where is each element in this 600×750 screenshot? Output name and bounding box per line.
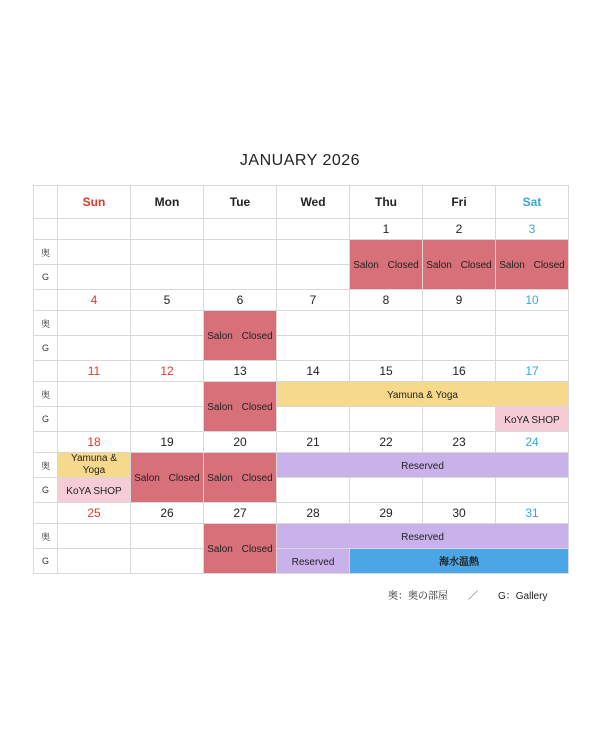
- event-reserved: Reserved: [277, 524, 569, 549]
- week-5-dates: [34, 503, 569, 524]
- date-cell: 5: [131, 290, 204, 311]
- date-cell: 1: [350, 219, 423, 240]
- week-1-oku-row: [34, 240, 569, 265]
- week-2-oku-row: [34, 311, 569, 336]
- week-5-oku-row: [34, 524, 569, 549]
- date-cell: 11: [58, 361, 131, 382]
- date-cell: 29: [350, 503, 423, 524]
- weekday-header-row: [34, 186, 569, 219]
- weekday-thu: Thu: [350, 186, 423, 219]
- date-cell: 10: [496, 290, 569, 311]
- week-3-oku-row: [34, 382, 569, 407]
- date-cell: 7: [277, 290, 350, 311]
- row-label-gallery: G: [34, 478, 58, 503]
- event-yamuna-yoga: Yamuna & Yoga: [58, 453, 131, 478]
- event-kaisui-onnetsu: 海水温熱: [350, 549, 569, 574]
- event-salon-closed: Salon Closed: [204, 382, 277, 432]
- row-label-oku: 奥: [34, 382, 58, 407]
- date-cell: 31: [496, 503, 569, 524]
- date-cell: 8: [350, 290, 423, 311]
- date-cell: 23: [423, 432, 496, 453]
- date-cell: 19: [131, 432, 204, 453]
- week-4-oku-row: [34, 453, 569, 478]
- row-label-oku: 奥: [34, 240, 58, 265]
- date-cell: 27: [204, 503, 277, 524]
- date-cell: 9: [423, 290, 496, 311]
- weekday-mon: Mon: [131, 186, 204, 219]
- weekday-wed: Wed: [277, 186, 350, 219]
- week-3-gallery-row: [34, 407, 569, 432]
- date-cell: 21: [277, 432, 350, 453]
- row-label-oku: 奥: [34, 311, 58, 336]
- row-label-gallery: G: [34, 265, 58, 290]
- event-reserved: Reserved: [277, 549, 350, 574]
- date-cell: [58, 219, 131, 240]
- legend-text: 奥：奥の部屋 ／ G：Gallery: [388, 591, 548, 602]
- date-cell: [277, 219, 350, 240]
- week-2-gallery-row: [34, 336, 569, 361]
- date-cell: 18: [58, 432, 131, 453]
- event-koya-shop: KoYA SHOP: [496, 407, 569, 432]
- weekday-sat: Sat: [496, 186, 569, 219]
- date-cell: 24: [496, 432, 569, 453]
- date-cell: 25: [58, 503, 131, 524]
- calendar-grid: [33, 185, 564, 574]
- event-salon-closed: Salon Closed: [496, 240, 569, 290]
- date-cell: [131, 219, 204, 240]
- corner-cell: [34, 186, 58, 219]
- event-yamuna-yoga: Yamuna & Yoga: [277, 382, 569, 407]
- event-salon-closed: Salon Closed: [350, 240, 423, 290]
- weekday-fri: Fri: [423, 186, 496, 219]
- weekday-tue: Tue: [204, 186, 277, 219]
- week-4-dates: [34, 432, 569, 453]
- date-cell: [204, 219, 277, 240]
- date-cell: 14: [277, 361, 350, 382]
- date-cell: 3: [496, 219, 569, 240]
- week-4-gallery-row: [34, 478, 569, 503]
- event-salon-closed: Salon Closed: [204, 524, 277, 574]
- date-cell: 26: [131, 503, 204, 524]
- date-cell: 17: [496, 361, 569, 382]
- week-5-gallery-row: [34, 549, 569, 574]
- week-3-dates: [34, 361, 569, 382]
- row-label-oku: 奥: [34, 453, 58, 478]
- row-label-gallery: G: [34, 549, 58, 574]
- event-salon-closed: Salon Closed: [423, 240, 496, 290]
- row-label-oku: 奥: [34, 524, 58, 549]
- date-cell: 13: [204, 361, 277, 382]
- event-salon-closed: Salon Closed: [131, 453, 204, 503]
- weekday-sun: Sun: [58, 186, 131, 219]
- row-label-gallery: G: [34, 407, 58, 432]
- calendar-title: JANUARY 2026: [239, 152, 361, 169]
- week-2-dates: [34, 290, 569, 311]
- date-cell: 4: [58, 290, 131, 311]
- row-label-gallery: G: [34, 336, 58, 361]
- date-cell: 2: [423, 219, 496, 240]
- date-cell: 30: [423, 503, 496, 524]
- date-cell: 12: [131, 361, 204, 382]
- date-cell: 22: [350, 432, 423, 453]
- event-salon-closed: Salon Closed: [204, 453, 277, 503]
- event-salon-closed: Salon Closed: [204, 311, 277, 361]
- date-cell: 16: [423, 361, 496, 382]
- event-reserved: Reserved: [277, 453, 569, 478]
- event-koya-shop: KoYA SHOP: [58, 478, 131, 503]
- week-1-dates: [34, 219, 569, 240]
- date-cell: 28: [277, 503, 350, 524]
- date-cell: 15: [350, 361, 423, 382]
- date-cell: 20: [204, 432, 277, 453]
- date-cell: 6: [204, 290, 277, 311]
